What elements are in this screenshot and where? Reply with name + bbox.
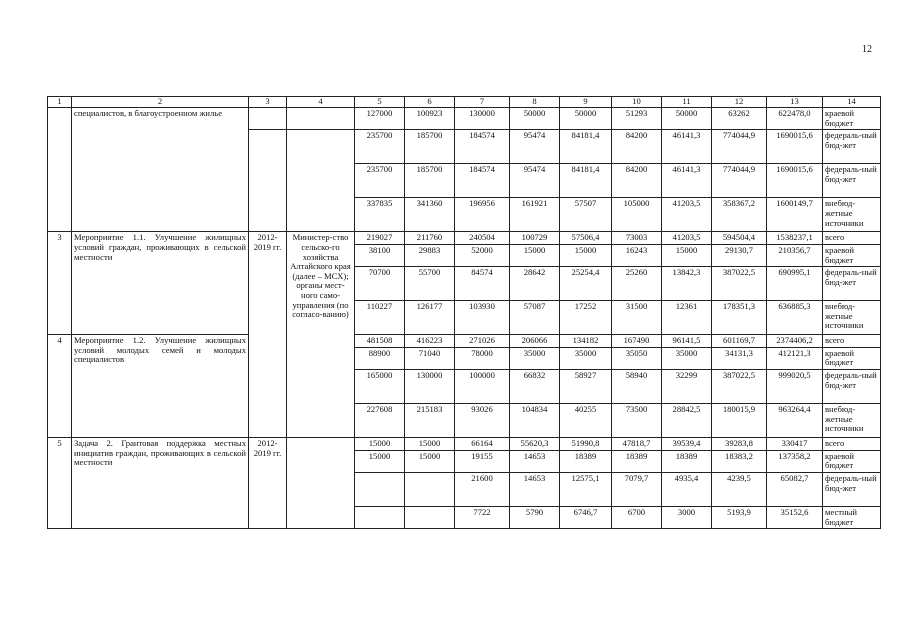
value-cell: 210356,7 <box>767 244 823 266</box>
value-cell: 103930 <box>455 301 510 335</box>
value-cell: 271026 <box>455 335 510 348</box>
value-cell: 35000 <box>510 347 560 369</box>
value-cell: 12361 <box>662 301 712 335</box>
value-cell: 52000 <box>455 244 510 266</box>
value-cell: 55620,3 <box>510 438 560 451</box>
value-cell: 70700 <box>355 267 405 301</box>
value-cell: 137358,2 <box>767 450 823 472</box>
budget-table <box>47 96 881 529</box>
value-cell: 4239,5 <box>712 472 767 506</box>
value-cell <box>355 506 405 528</box>
value-cell: 1690015,6 <box>767 130 823 164</box>
value-cell: 41203,5 <box>662 198 712 232</box>
value-cell: 481508 <box>355 335 405 348</box>
header-cell: 1 <box>48 97 72 108</box>
value-cell: 105000 <box>612 198 662 232</box>
value-cell: 12575,1 <box>560 472 612 506</box>
value-cell: 73500 <box>612 404 662 438</box>
value-cell: 100729 <box>510 232 560 245</box>
value-cell: 32299 <box>662 370 712 404</box>
executor-cell <box>287 438 355 529</box>
row-number: 3 <box>48 232 72 335</box>
value-cell: 14653 <box>510 472 560 506</box>
value-cell: 330417 <box>767 438 823 451</box>
value-cell: 35000 <box>560 347 612 369</box>
value-cell: 7722 <box>455 506 510 528</box>
value-cell: 18389 <box>662 450 712 472</box>
value-cell: 58940 <box>612 370 662 404</box>
source-cell: федераль-ный бюд-жет <box>823 267 881 301</box>
value-cell: 227608 <box>355 404 405 438</box>
source-cell: федераль-ный бюд-жет <box>823 472 881 506</box>
value-cell: 15000 <box>560 244 612 266</box>
value-cell: 18389 <box>560 450 612 472</box>
value-cell: 100923 <box>405 108 455 130</box>
value-cell: 50000 <box>510 108 560 130</box>
value-cell: 215183 <box>405 404 455 438</box>
value-cell: 15000 <box>405 438 455 451</box>
value-cell: 358367,2 <box>712 198 767 232</box>
value-cell: 185700 <box>405 164 455 198</box>
value-cell: 240504 <box>455 232 510 245</box>
value-cell: 35152,6 <box>767 506 823 528</box>
value-cell: 165000 <box>355 370 405 404</box>
value-cell: 999020,5 <box>767 370 823 404</box>
value-cell: 84200 <box>612 164 662 198</box>
source-cell: краевой бюджет <box>823 108 881 130</box>
value-cell: 211760 <box>405 232 455 245</box>
value-cell: 180015,9 <box>712 404 767 438</box>
header-cell: 2 <box>72 97 249 108</box>
header-cell: 13 <box>767 97 823 108</box>
value-cell: 55700 <box>405 267 455 301</box>
value-cell: 65082,7 <box>767 472 823 506</box>
value-cell: 161921 <box>510 198 560 232</box>
value-cell: 13842,3 <box>662 267 712 301</box>
value-cell: 96141,5 <box>662 335 712 348</box>
value-cell: 622478,0 <box>767 108 823 130</box>
value-cell: 63262 <box>712 108 767 130</box>
value-cell: 19155 <box>455 450 510 472</box>
value-cell: 35000 <box>662 347 712 369</box>
value-cell: 127000 <box>355 108 405 130</box>
value-cell: 219027 <box>355 232 405 245</box>
value-cell: 963264,4 <box>767 404 823 438</box>
value-cell <box>405 506 455 528</box>
value-cell: 100000 <box>455 370 510 404</box>
value-cell: 93026 <box>455 404 510 438</box>
period-cell <box>249 108 287 130</box>
value-cell: 84200 <box>612 130 662 164</box>
value-cell: 28642 <box>510 267 560 301</box>
value-cell: 50000 <box>560 108 612 130</box>
value-cell: 84181,4 <box>560 130 612 164</box>
period-cell: 2012-2019 гг. <box>249 232 287 438</box>
row-number-cell <box>48 108 72 232</box>
value-cell: 6746,7 <box>560 506 612 528</box>
table-row <box>48 438 881 451</box>
value-cell: 134182 <box>560 335 612 348</box>
value-cell: 184574 <box>455 130 510 164</box>
value-cell: 387022,5 <box>712 267 767 301</box>
executor-cell <box>287 108 355 130</box>
value-cell: 774044,9 <box>712 164 767 198</box>
value-cell: 88900 <box>355 347 405 369</box>
value-cell: 130000 <box>455 108 510 130</box>
value-cell: 58927 <box>560 370 612 404</box>
value-cell: 7079,7 <box>612 472 662 506</box>
header-cell: 10 <box>612 97 662 108</box>
source-cell: внебюд-жетные источники <box>823 404 881 438</box>
value-cell: 110227 <box>355 301 405 335</box>
value-cell: 51990,8 <box>560 438 612 451</box>
header-cell: 4 <box>287 97 355 108</box>
item-description: Мероприятие 1.2. Улучшение жилищных условий молодых семей и молодых специалистов <box>72 335 249 438</box>
value-cell: 16243 <box>612 244 662 266</box>
value-cell: 25260 <box>612 267 662 301</box>
page-number: 12 <box>862 44 872 55</box>
value-cell: 341360 <box>405 198 455 232</box>
value-cell: 18389 <box>612 450 662 472</box>
value-cell: 73003 <box>612 232 662 245</box>
period-cell <box>249 130 287 232</box>
source-cell: всего <box>823 232 881 245</box>
source-cell: местный бюджет <box>823 506 881 528</box>
source-cell: краевой бюджет <box>823 244 881 266</box>
value-cell: 17252 <box>560 301 612 335</box>
value-cell: 206066 <box>510 335 560 348</box>
executor-cell: Министер-ство сельско-го хозяйства Алтайского края (далее – МСХ); органы мест-ного само-управления (по согласо-ванию) <box>287 232 355 438</box>
value-cell: 337835 <box>355 198 405 232</box>
table-row <box>48 335 881 348</box>
header-cell: 5 <box>355 97 405 108</box>
header-cell: 7 <box>455 97 510 108</box>
value-cell: 47818,7 <box>612 438 662 451</box>
header-cell: 6 <box>405 97 455 108</box>
value-cell: 14653 <box>510 450 560 472</box>
value-cell: 594504,4 <box>712 232 767 245</box>
value-cell: 57507 <box>560 198 612 232</box>
value-cell: 25254,4 <box>560 267 612 301</box>
value-cell: 412121,3 <box>767 347 823 369</box>
value-cell: 18383,2 <box>712 450 767 472</box>
item-description: специалистов, в благоустроенном жилье <box>72 108 249 232</box>
value-cell: 3000 <box>662 506 712 528</box>
value-cell: 5193,9 <box>712 506 767 528</box>
row-number: 5 <box>48 438 72 529</box>
value-cell: 35050 <box>612 347 662 369</box>
value-cell: 31500 <box>612 301 662 335</box>
value-cell: 104834 <box>510 404 560 438</box>
value-cell: 95474 <box>510 164 560 198</box>
value-cell: 1600149,7 <box>767 198 823 232</box>
value-cell: 196956 <box>455 198 510 232</box>
value-cell: 15000 <box>405 450 455 472</box>
value-cell: 51293 <box>612 108 662 130</box>
value-cell: 4935,4 <box>662 472 712 506</box>
header-row <box>48 97 881 108</box>
value-cell: 387022,5 <box>712 370 767 404</box>
period-cell: 2012-2019 гг. <box>249 438 287 529</box>
row-number: 4 <box>48 335 72 438</box>
header-cell: 11 <box>662 97 712 108</box>
value-cell: 235700 <box>355 164 405 198</box>
source-cell: краевой бюджет <box>823 450 881 472</box>
value-cell: 41203,5 <box>662 232 712 245</box>
value-cell: 66832 <box>510 370 560 404</box>
header-cell: 14 <box>823 97 881 108</box>
value-cell: 15000 <box>355 450 405 472</box>
header-cell: 8 <box>510 97 560 108</box>
value-cell: 46141,3 <box>662 164 712 198</box>
value-cell: 15000 <box>510 244 560 266</box>
value-cell: 50000 <box>662 108 712 130</box>
value-cell: 15000 <box>662 244 712 266</box>
value-cell: 46141,3 <box>662 130 712 164</box>
value-cell: 235700 <box>355 130 405 164</box>
value-cell: 29130,7 <box>712 244 767 266</box>
value-cell: 57506,4 <box>560 232 612 245</box>
value-cell: 21600 <box>455 472 510 506</box>
source-cell: федераль-ный бюд-жет <box>823 130 881 164</box>
item-description: Задача 2. Грантовая поддержка местных инициатив граждан, проживающих в сельской местности <box>72 438 249 529</box>
value-cell: 167490 <box>612 335 662 348</box>
value-cell: 38100 <box>355 244 405 266</box>
value-cell: 78000 <box>455 347 510 369</box>
value-cell: 690995,1 <box>767 267 823 301</box>
source-cell: всего <box>823 335 881 348</box>
header-cell: 3 <box>249 97 287 108</box>
table-row <box>48 108 881 130</box>
value-cell: 636885,3 <box>767 301 823 335</box>
value-cell: 774044,9 <box>712 130 767 164</box>
value-cell: 601169,7 <box>712 335 767 348</box>
source-cell: внебюд-жетные источники <box>823 301 881 335</box>
value-cell: 15000 <box>355 438 405 451</box>
table-row <box>48 232 881 245</box>
source-cell: федераль-ный бюд-жет <box>823 164 881 198</box>
value-cell <box>355 472 405 506</box>
value-cell: 28842,5 <box>662 404 712 438</box>
value-cell: 6700 <box>612 506 662 528</box>
value-cell: 184574 <box>455 164 510 198</box>
value-cell: 29883 <box>405 244 455 266</box>
source-cell: краевой бюджет <box>823 347 881 369</box>
header-cell: 12 <box>712 97 767 108</box>
value-cell: 130000 <box>405 370 455 404</box>
value-cell: 71040 <box>405 347 455 369</box>
value-cell: 1690015,6 <box>767 164 823 198</box>
value-cell: 34131,3 <box>712 347 767 369</box>
value-cell: 2374406,2 <box>767 335 823 348</box>
value-cell: 5790 <box>510 506 560 528</box>
value-cell: 40255 <box>560 404 612 438</box>
source-cell: всего <box>823 438 881 451</box>
header-cell: 9 <box>560 97 612 108</box>
source-cell: федераль-ный бюд-жет <box>823 370 881 404</box>
value-cell: 1538237,1 <box>767 232 823 245</box>
value-cell: 126177 <box>405 301 455 335</box>
item-description: Мероприятие 1.1. Улучшение жилищных условий граждан, проживающих в сельской местности <box>72 232 249 335</box>
source-cell: внебюд-жетные источники <box>823 198 881 232</box>
value-cell <box>405 472 455 506</box>
value-cell: 95474 <box>510 130 560 164</box>
value-cell: 416223 <box>405 335 455 348</box>
value-cell: 185700 <box>405 130 455 164</box>
executor-cell <box>287 130 355 232</box>
value-cell: 84181,4 <box>560 164 612 198</box>
value-cell: 66164 <box>455 438 510 451</box>
value-cell: 39539,4 <box>662 438 712 451</box>
value-cell: 39283,8 <box>712 438 767 451</box>
value-cell: 84574 <box>455 267 510 301</box>
value-cell: 178351,3 <box>712 301 767 335</box>
value-cell: 57087 <box>510 301 560 335</box>
